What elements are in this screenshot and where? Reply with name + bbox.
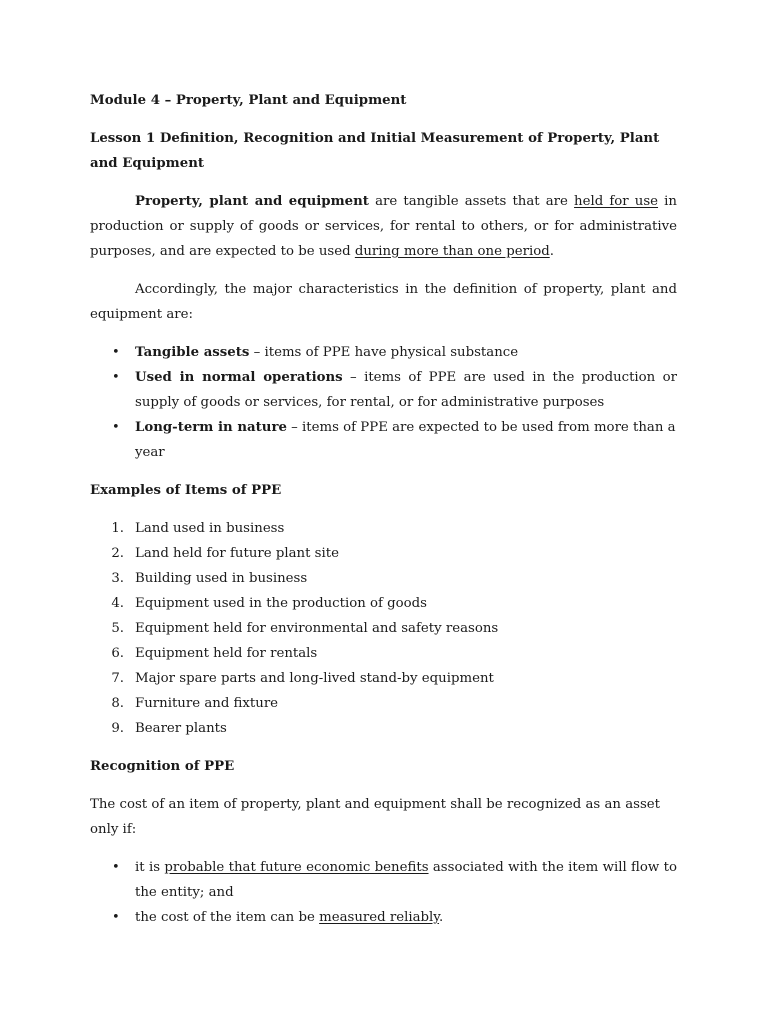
list-item bbox=[90, 616, 677, 641]
examples-heading: Examples of Items of PPE bbox=[90, 483, 282, 498]
examples-list bbox=[90, 516, 677, 741]
list-number: 2. bbox=[111, 546, 124, 561]
characteristics-intro: Accordingly, the major characteristics in the definition of property, plant and equipment are: bbox=[90, 282, 677, 322]
list-item bbox=[90, 516, 677, 541]
characteristic-desc: – items of PPE have physical substance bbox=[249, 345, 519, 360]
list-number: 7. bbox=[111, 671, 124, 686]
list-item bbox=[90, 415, 677, 465]
list-item bbox=[90, 691, 677, 716]
criterion-text-pre: the cost of the item can be bbox=[135, 910, 320, 925]
list-item bbox=[90, 340, 677, 365]
example-text: Land used in business bbox=[135, 521, 285, 536]
criterion-text-pre: it is bbox=[135, 860, 165, 875]
list-number: 6. bbox=[111, 646, 124, 661]
example-text: Equipment held for environmental and safety reasons bbox=[135, 621, 499, 636]
definition-text-1: are tangible assets that are bbox=[368, 194, 575, 209]
list-item bbox=[90, 666, 677, 691]
characteristic-term: Tangible assets bbox=[135, 345, 250, 360]
list-item bbox=[90, 365, 677, 415]
characteristics-list bbox=[90, 340, 677, 465]
characteristic-desc: – items of PPE are expected to be used from more than a year bbox=[135, 420, 676, 460]
list-item bbox=[90, 566, 677, 591]
example-text: Building used in business bbox=[135, 571, 308, 586]
list-number: 1. bbox=[111, 521, 124, 536]
criterion-underline: measured reliably bbox=[319, 910, 440, 925]
example-text: Equipment used in the production of goods bbox=[135, 596, 427, 611]
example-text: Land held for future plant site bbox=[135, 546, 339, 561]
example-text: Equipment held for rentals bbox=[135, 646, 318, 661]
list-number: 5. bbox=[111, 621, 124, 636]
definition-text-3: . bbox=[549, 244, 554, 259]
criterion-text-post: . bbox=[439, 910, 444, 925]
example-text: Furniture and fixture bbox=[135, 696, 279, 711]
recognition-intro: The cost of an item of property, plant and equipment shall be recognized as an asset only if: bbox=[90, 797, 660, 837]
list-number: 3. bbox=[111, 571, 124, 586]
list-item bbox=[90, 855, 677, 905]
criterion-text-post: associated with the item will flow to the entity; and bbox=[135, 860, 677, 900]
list-number: 4. bbox=[111, 596, 124, 611]
bullet-icon: • bbox=[112, 860, 120, 875]
criterion-underline: probable that future economic benefits bbox=[164, 860, 429, 875]
example-text: Major spare parts and long-lived stand-by equipment bbox=[135, 671, 494, 686]
list-item bbox=[90, 905, 677, 930]
list-item bbox=[90, 541, 677, 566]
definition-text-2: in production or supply of goods or services, for rental to others, or for administrative purposes, and are expected to be used bbox=[90, 194, 677, 259]
characteristic-term: Long-term in nature bbox=[135, 420, 287, 435]
list-item bbox=[90, 641, 677, 666]
lesson-title: Lesson 1 Definition, Recognition and Initial Measurement of Property, Plant and Equipment bbox=[90, 131, 660, 171]
definition-paragraph bbox=[90, 189, 677, 264]
recognition-criteria-list bbox=[90, 855, 677, 930]
list-number: 8. bbox=[111, 696, 124, 711]
characteristic-desc: – items of PPE are used in the production or supply of goods or services, for rental, or for administrative purposes bbox=[135, 370, 677, 410]
characteristic-term: Used in normal operations bbox=[135, 370, 343, 385]
list-item bbox=[90, 716, 677, 741]
definition-term: Property, plant and equipment bbox=[135, 194, 369, 209]
bullet-icon: • bbox=[112, 370, 120, 385]
list-item bbox=[90, 591, 677, 616]
definition-underline-1: held for use bbox=[574, 194, 659, 209]
definition-underline-2: during more than one period bbox=[354, 244, 550, 259]
example-text: Bearer plants bbox=[135, 721, 227, 736]
list-number: 9. bbox=[111, 721, 124, 736]
bullet-icon: • bbox=[112, 345, 120, 360]
bullet-icon: • bbox=[112, 910, 120, 925]
module-title: Module 4 – Property, Plant and Equipment bbox=[90, 93, 407, 108]
recognition-heading: Recognition of PPE bbox=[90, 759, 235, 774]
document-body bbox=[90, 88, 677, 930]
bullet-icon: • bbox=[112, 420, 120, 435]
